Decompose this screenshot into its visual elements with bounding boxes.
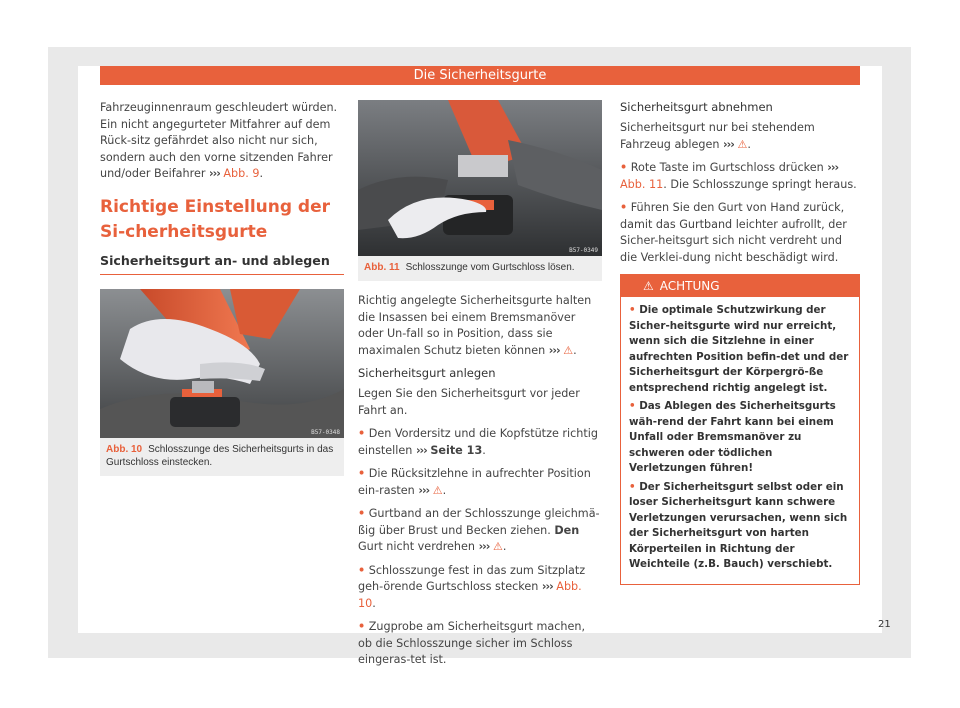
column-1 [100, 100, 344, 476]
seatbelt-insert-image: B57-0348 [100, 289, 344, 438]
link-seite-13[interactable]: Seite 13 [430, 443, 483, 457]
seatbelt-release-image: B57-0349 [358, 100, 602, 256]
list-item: • Führen Sie den Gurt von Hand zurück, damit das Gurtband leichter aufrollt, der Sicher-heitsgurt sich nicht verdreht und die Verklei-dung nicht beschädigt wird. [620, 201, 847, 264]
link-abb-11[interactable]: Abb. 11 [620, 177, 664, 191]
warning-icon[interactable]: ⚠ [492, 540, 503, 553]
warning-triangle-icon: ⚠ [643, 279, 654, 293]
warning-icon[interactable]: ⚠ [737, 137, 748, 151]
warning-icon[interactable]: ⚠ [563, 343, 574, 357]
column-3 [620, 100, 860, 585]
section-heading: Richtige Einstellung der Si-cherheitsgurte [100, 196, 331, 242]
figure-abb-10 [100, 289, 344, 476]
link-abb-10[interactable]: Abb. 10 [358, 580, 582, 610]
warning-item: • Der Sicherheitsgurt selbst oder ein loser Sicherheitsgurt kann schwere Verletzungen verursachen, wenn sich der Sicherheitsgurt von harten Körperteilen in Richtung der Weichteile (z.B. Bauch) verschiebt. [629, 480, 848, 570]
remove-heading: Sicherheitsgurt abnehmen [620, 100, 773, 114]
list-item: • Rote Taste im Gurtschloss drücken ››› Abb. 11. Die Schlosszunge springt heraus. [620, 161, 857, 191]
intro-paragraph: Fahrzeuginnenraum geschleudert würden. Ein nicht angegurteter Mitfahrer auf dem Rück-sitz gefährdet also nicht nur sich, sondern auch den vorne sitzenden Fahrer und/oder Beifahrer ››› Abb. 9. [100, 101, 338, 180]
column-2 [358, 100, 602, 676]
list-item: • Schlosszunge fest in das zum Sitzplatz geh-örende Gurtschloss stecken ››› Abb. 10. [358, 563, 586, 610]
paragraph: Richtig angelegte Sicherheitsgurte halten die Insassen bei einem Bremsmanöver oder Un-fall so in Position, dass sie maximalen Schutz bieten können ››› ⚠. [358, 294, 592, 357]
chapter-header: Die Sicherheitsgurte [100, 66, 860, 85]
page-number: 21 [878, 619, 891, 630]
warning-item: • Die optimale Schutzwirkung der Sicher-heitsgurte wird nur erreicht, wenn sich die Sitzlehne in einer aufrechten Position befin-det und der Sicherheitsgurt der Körpergrö-ße entsprechend richtig angelegt ist. [629, 304, 849, 394]
figure-caption: Abb. 11 Schlosszunge vom Gurtschloss lösen. [358, 256, 602, 281]
warning-item: • Das Ablegen des Sicherheitsgurts wäh-rend der Fahrt kann bei einem Unfall oder Bremsmanöver zu schweren oder tödlichen Verletzungen führen! [629, 400, 836, 474]
figure-abb-11 [358, 100, 602, 281]
apply-intro: Legen Sie den Sicherheitsgurt vor jeder Fahrt an. [358, 387, 580, 417]
warning-box [620, 274, 860, 585]
subsection-heading: Sicherheitsgurt an- und ablegen [100, 253, 344, 275]
warning-body [621, 297, 859, 584]
list-item: • Den Vordersitz und die Kopfstütze richtig einstellen ››› Seite 13. [358, 427, 598, 457]
figure-caption: Abb. 10 Schlosszunge des Sicherheitsgurts in das Gurtschloss einstecken. [100, 438, 344, 476]
list-item: • Zugprobe am Sicherheitsgurt machen, ob die Schlosszunge sicher im Schloss eingeras-tet ist. [358, 620, 586, 666]
list-item: • Gurtband an der Schlosszunge gleichmä-ßig über Brust und Becken ziehen. Den Gurt nicht verdrehen ››› ⚠. [358, 507, 600, 553]
list-item: • Die Rücksitzlehne in aufrechter Position ein-rasten ››› ⚠. [358, 467, 591, 497]
remove-intro: Sicherheitsgurt nur bei stehendem Fahrzeug ablegen ››› ⚠. [620, 121, 815, 151]
link-abb-9[interactable]: Abb. 9 [223, 167, 260, 180]
apply-heading: Sicherheitsgurt anlegen [358, 366, 496, 380]
warning-icon[interactable]: ⚠ [432, 483, 443, 497]
warning-header: ⚠ ACHTUNG [621, 275, 859, 297]
